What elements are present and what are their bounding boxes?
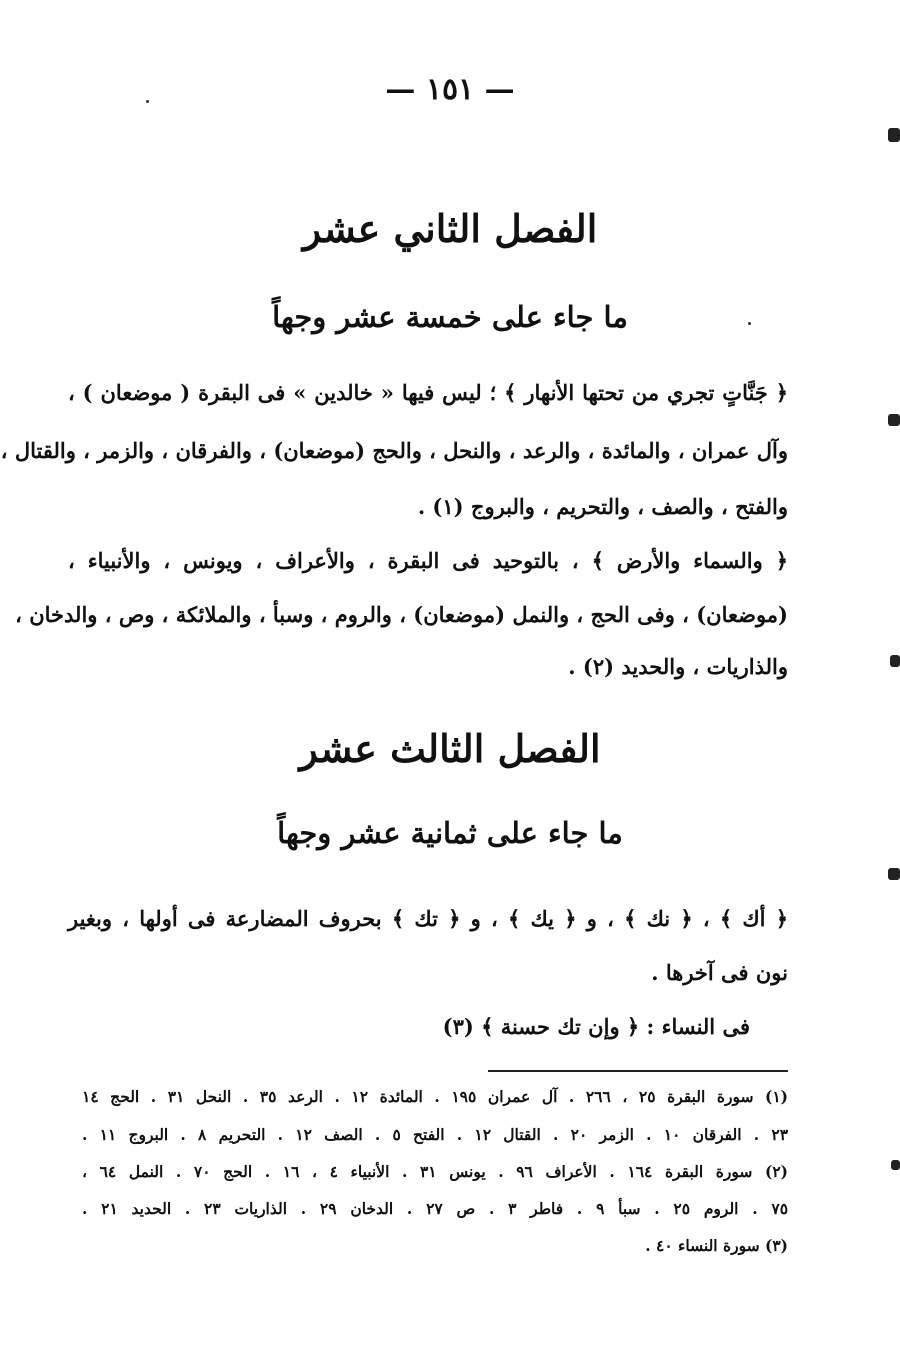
chapter-subtitle-12: ما جاء على خمسة عشر وجهاً — [272, 300, 628, 334]
footnote-line: ٢٣ . الفرقان ١٠ . الزمر ٢٠ . القتال ١٢ . الفتح ٥ . الصف ١٢ . التحريم ٨ . البروج ١١ . — [82, 1125, 789, 1144]
footnote-rule — [488, 1070, 788, 1072]
scan-speck — [748, 322, 751, 325]
chapter-subtitle-13: ما جاء على ثمانية عشر وجهاً — [277, 816, 623, 850]
scan-mark — [888, 128, 900, 142]
body-line: ﴿ جَنَّاتٍ تجري من تحتها الأنهار ﴾ ؛ ليس فيها « خالدين » فى البقرة ( موضعان ) ، — [68, 380, 788, 405]
footnote-line: (٢) سورة البقرة ١٦٤ . الأعراف ٩٦ . يونس ٣١ . الأنبياء ٤ ، ١٦ . الحج ٧٠ . النمل ٦٤ ، — [82, 1162, 789, 1181]
body-line: والذاريات ، والحديد (٢) . — [568, 654, 788, 679]
body-line: (موضعان) ، وفى الحج ، والنمل (موضعان) ، والروم ، وسبأ ، والملائكة ، وص ، والدخان ، — [15, 602, 788, 627]
scan-speck — [146, 100, 149, 103]
body-line: فى النساء : ﴿ وإن تك حسنة ﴾ (٣) — [442, 1014, 750, 1039]
footnote-line: ٧٥ . الروم ٢٥ . سبأ ٩ . فاطر ٣ . ص ٢٧ . الدخان ٢٩ . الذاريات ٢٣ . الحديد ٢١ . — [82, 1199, 789, 1218]
body-line: ﴿ أك ﴾ ، ﴿ نك ﴾ ، و ﴿ يك ﴾ ، و ﴿ تك ﴾ بحروف المضارعة فى أولها ، وبغير — [68, 906, 788, 931]
scan-mark — [888, 414, 900, 426]
body-line: والفتح ، والصف ، والتحريم ، والبروج (١) . — [417, 494, 788, 519]
chapter-title-13: الفصل الثالث عشر — [299, 726, 601, 771]
footnote-line: (٣) سورة النساء ٤٠ . — [645, 1236, 788, 1255]
body-line: نون فى آخرها . — [651, 960, 788, 985]
body-line: ﴿ والسماء والأرض ﴾ ، بالتوحيد فى البقرة ، والأعراف ، ويونس ، والأنبياء ، — [68, 548, 788, 573]
scan-mark — [891, 1160, 900, 1170]
scan-mark — [890, 655, 900, 667]
footnote-line: (١) سورة البقرة ٢٥ ، ٢٦٦ . آل عمران ١٩٥ . المائدة ١٢ . الرعد ٣٥ . النحل ٣١ . الحج ١٤ — [82, 1087, 788, 1106]
scan-mark — [888, 868, 900, 880]
chapter-title-12: الفصل الثاني عشر — [302, 206, 598, 251]
page-number: — ١٥١ — — [385, 72, 515, 107]
body-line: وآل عمران ، والمائدة ، والرعد ، والنحل ، والحج (موضعان) ، والفرقان ، والزمر ، والقتال ، — [0, 438, 788, 463]
